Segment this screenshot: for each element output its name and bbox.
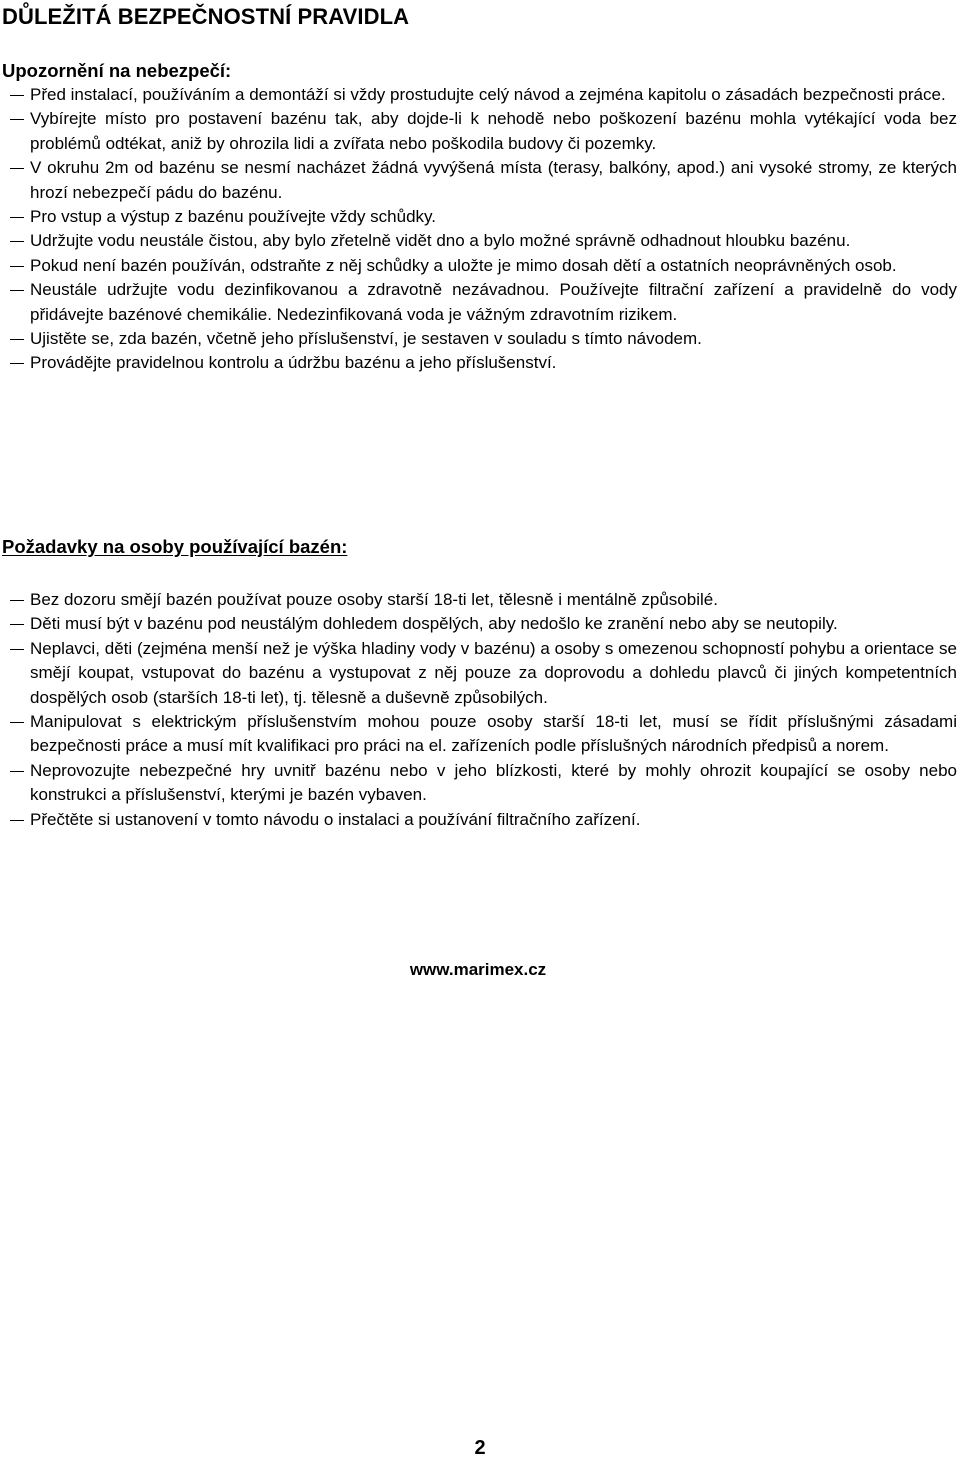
list-item: Pro vstup a výstup z bazénu používejte vždy schůdky.: [0, 205, 957, 229]
list-item: Bez dozoru smějí bazén používat pouze osoby starší 18-ti let, tělesně i mentálně způsobilé.: [0, 588, 957, 612]
list-item: Ujistěte se, zda bazén, včetně jeho příslušenství, je sestaven v souladu s tímto návodem.: [0, 327, 957, 351]
dash-bullet-icon: [10, 119, 24, 120]
page-title: DŮLEŽITÁ BEZPEČNOSTNÍ PRAVIDLA: [2, 4, 410, 29]
dash-bullet-icon: [10, 722, 24, 723]
list-item: Vybírejte místo pro postavení bazénu tak, aby dojde-li k nehodě nebo poškození bazénu mohla vytékající voda bez problémů odtékat, aniž by ohrozila lidi a zvířata nebo poškodila budovy či pozemky.: [0, 107, 957, 156]
list-item: Provádějte pravidelnou kontrolu a údržbu bazénu a jeho příslušenství.: [0, 351, 957, 375]
list-item: Neplavci, děti (zejména menší než je výška hladiny vody v bazénu) a osoby s omezenou schopností pohybu a orientace se smějí koupat, vstupovat do bazénu a vystupovat z něj pouze za doprovodu a dohledu plavců či jiných kompetentních dospělých osob (starších 18-ti let), tj. tělesně a duševně způsobilých.: [0, 637, 957, 710]
dash-bullet-icon: [10, 217, 24, 218]
list-item: Před instalací, používáním a demontáží si vždy prostudujte celý návod a zejména kapitolu o zásadách bezpečnosti práce.: [0, 83, 957, 107]
hazard-list: [0, 83, 957, 376]
website-link[interactable]: www.marimex.cz: [409, 960, 547, 979]
list-item: Neustále udržujte vodu dezinfikovanou a zdravotně nezávadnou. Používejte filtrační zařízení a pravidelně do vody přidávejte bazénové chemikálie. Nedezinfikovaná voda je vážným zdravotním rizikem.: [0, 278, 957, 327]
dash-bullet-icon: [10, 624, 24, 625]
page-number: 2: [474, 1437, 486, 1459]
requirements-list: [0, 588, 957, 832]
list-item: Děti musí být v bazénu pod neustálým dohledem dospělých, aby nedošlo ke zranění nebo aby se neutopily.: [0, 612, 957, 636]
list-item: Pokud není bazén používán, odstraňte z něj schůdky a uložte je mimo dosah dětí a ostatních neoprávněných osob.: [0, 254, 957, 278]
dash-bullet-icon: [10, 290, 24, 291]
dash-bullet-icon: [10, 95, 24, 96]
list-item: Udržujte vodu neustále čistou, aby bylo zřetelně vidět dno a bylo možné správně odhadnout hloubku bazénu.: [0, 229, 957, 253]
dash-bullet-icon: [10, 168, 24, 169]
dash-bullet-icon: [10, 241, 24, 242]
dash-bullet-icon: [10, 363, 24, 364]
dash-bullet-icon: [10, 649, 24, 650]
dash-bullet-icon: [10, 339, 24, 340]
dash-bullet-icon: [10, 600, 24, 601]
list-item: Přečtěte si ustanovení v tomto návodu o instalaci a používání filtračního zařízení.: [0, 808, 957, 832]
list-item: Neprovozujte nebezpečné hry uvnitř bazénu nebo v jeho blízkosti, které by mohly ohrozit koupající se osoby nebo konstrukci a příslušenství, kterými je bazén vybaven.: [0, 759, 957, 808]
list-item: V okruhu 2m od bazénu se nesmí nacházet žádná vyvýšená místa (terasy, balkóny, apod.) ani vysoké stromy, ze kterých hrozí nebezpečí pádu do bazénu.: [0, 156, 957, 205]
dash-bullet-icon: [10, 771, 24, 772]
dash-bullet-icon: [10, 266, 24, 267]
list-item: Manipulovat s elektrickým příslušenstvím mohou pouze osoby starší 18-ti let, musí se řídit příslušnými zásadami bezpečnosti práce a musí mít kvalifikaci pro práci na el. zařízeních podle příslušných národních předpisů a norem.: [0, 710, 957, 759]
section-heading-requirements: Požadavky na osoby používající bazén:: [2, 536, 348, 557]
dash-bullet-icon: [10, 820, 24, 821]
section-heading-hazards: Upozornění na nebezpečí:: [2, 60, 232, 81]
